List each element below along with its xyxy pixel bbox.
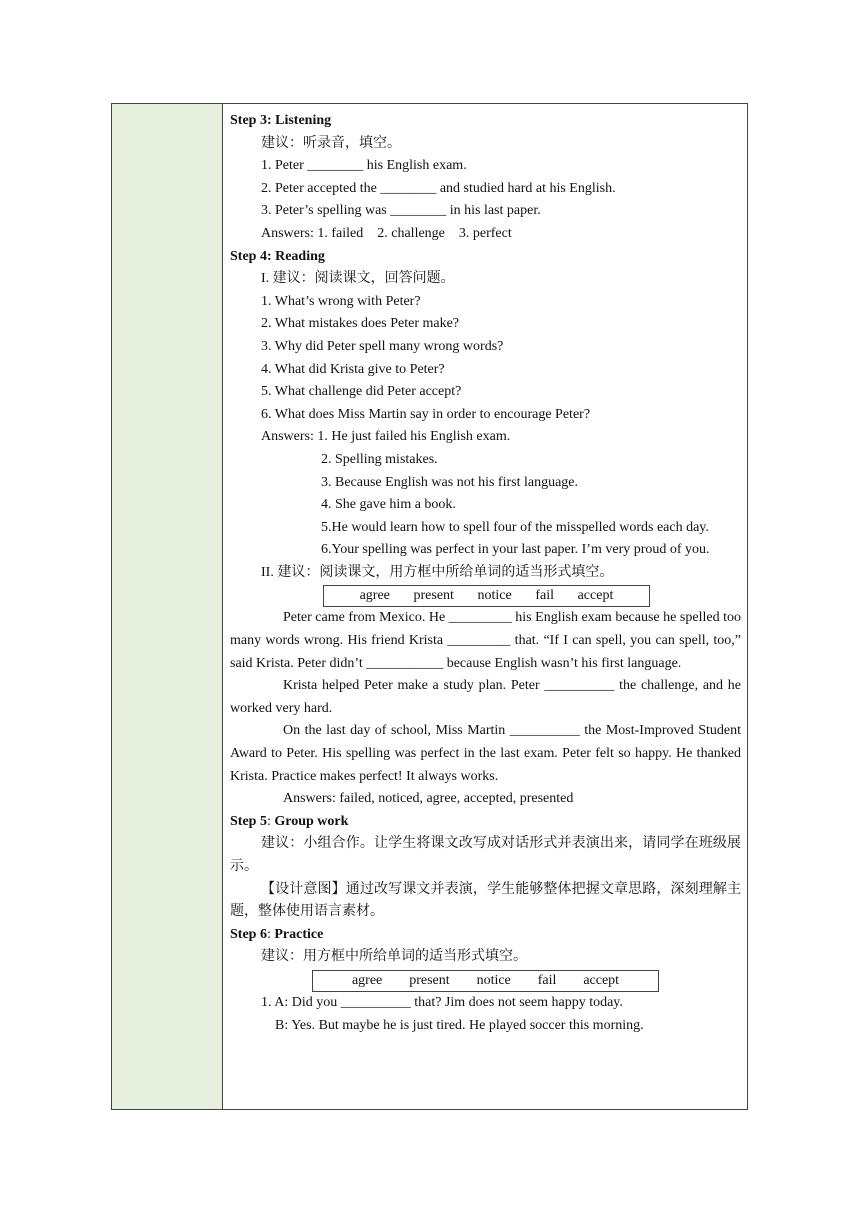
- step4-answer: 3. Because English was not his first language.: [321, 474, 579, 490]
- step6-question-reply: B: Yes. But maybe he is just tired. He played soccer this morning.: [275, 1017, 644, 1033]
- step5-title-text: Group work: [274, 813, 349, 829]
- word-box-item: agree: [359, 588, 390, 604]
- step3-title: Step 3: Listening: [230, 113, 332, 128]
- word-box: [323, 585, 650, 607]
- word-box-item: present: [409, 972, 450, 988]
- step4-answers2: Answers: failed, noticed, agree, accepted, presented: [283, 791, 574, 807]
- step5-intent: [230, 879, 741, 924]
- step3-item: 1. Peter ________ his English exam.: [261, 158, 467, 174]
- step3-tip: 建议：听录音，填空。: [261, 135, 401, 151]
- passage-paragraph: Peter came from Mexico. He _________ his English exam because he spelled too many words wrong. His friend Krista _________ that. “If I can spell, you can spell, too,” said Krista. Peter didn’t ___________ because English wasn’t his first language.: [230, 610, 741, 671]
- step4-question: 2. What mistakes does Peter make?: [261, 316, 460, 332]
- passage-paragraph: Krista helped Peter make a study plan. Peter __________ the challenge, and he worked very hard.: [230, 678, 741, 716]
- step6-title-text: Practice: [274, 926, 324, 942]
- design-intent-label: 【设计意图】: [261, 881, 346, 897]
- step4-answers-label: Answers: 1. He just failed his English exam.: [261, 429, 511, 445]
- step4-question: 6. What does Miss Martin say in order to encourage Peter?: [261, 406, 591, 422]
- step5-title-label: Step 5: [230, 813, 267, 829]
- word-box-item: fail: [535, 588, 554, 604]
- step4-answer: 4. She gave him a book.: [321, 497, 456, 513]
- step6-title-colon: :: [266, 926, 275, 942]
- word-box-item: fail: [537, 972, 557, 988]
- step5-title: [230, 811, 741, 834]
- lesson-table: [111, 103, 748, 1110]
- step4-answer: 2. Spelling mistakes.: [321, 451, 438, 467]
- answer-text: Your spelling was perfect in your last paper. I’m very proud of you.: [331, 542, 710, 558]
- step4-question: 1. What’s wrong with Peter?: [261, 293, 421, 309]
- word-box-item: accept: [577, 588, 614, 604]
- step6-title-label: Step 6: [230, 926, 267, 942]
- step3-item: 3. Peter’s spelling was ________ in his last paper.: [261, 203, 541, 219]
- answer-number: 6.: [321, 542, 332, 558]
- step6-title: [230, 924, 741, 947]
- word-box-item: agree: [351, 972, 383, 988]
- step6-question: 1. A: Did you __________ that? Jim does not seem happy today.: [261, 994, 623, 1010]
- word-box-item: accept: [583, 972, 620, 988]
- left-column-cell: [112, 104, 223, 1109]
- step4-question: 4. What did Krista give to Peter?: [261, 361, 445, 377]
- step5-title-colon: :: [266, 813, 275, 829]
- answer-text: He would learn how to spell four of the misspelled words each day.: [331, 519, 709, 535]
- design-intent-text: 通过改写课文并表演，学生能够整体把握文章思路，深刻理解主题，整体使用语言素材。: [230, 881, 742, 920]
- step4-question: 3. Why did Peter spell many wrong words?: [261, 338, 504, 354]
- step3-item: 2. Peter accepted the ________ and studied hard at his English.: [261, 180, 616, 196]
- step4-title: Step 4: Reading: [230, 248, 325, 264]
- word-box-item: notice: [476, 972, 511, 988]
- word-box-item: present: [413, 588, 454, 604]
- step6-tip: 建议：用方框中所给单词的适当形式填空。: [261, 949, 527, 965]
- word-box-item: notice: [477, 588, 512, 604]
- step4-part2-tip: II. 建议：阅读课文，用方框中所给单词的适当形式填空。: [261, 564, 614, 580]
- step4-question: 5. What challenge did Peter accept?: [261, 384, 462, 400]
- step4-part1-tip: I. 建议：阅读课文，回答问题。: [261, 271, 455, 287]
- passage-paragraph: On the last day of school, Miss Martin __________ the Most-Improved Student Award to Peter. His spelling was perfect in the last exam. Peter felt so happy. He thanked Krista. Practice makes perfect! It always works.: [230, 723, 741, 784]
- word-box: [312, 970, 659, 992]
- step4-answer-5: [230, 517, 741, 540]
- step3-answers: Answers: 1. failed 2. challenge 3. perfect: [261, 225, 512, 241]
- answer-number: 5.: [321, 519, 332, 535]
- lesson-content: [230, 110, 741, 1037]
- step5-tip: 建议：小组合作。让学生将课文改写成对话形式并表演出来，请同学在班级展示。: [230, 836, 741, 874]
- step4-answer-6: [230, 539, 741, 562]
